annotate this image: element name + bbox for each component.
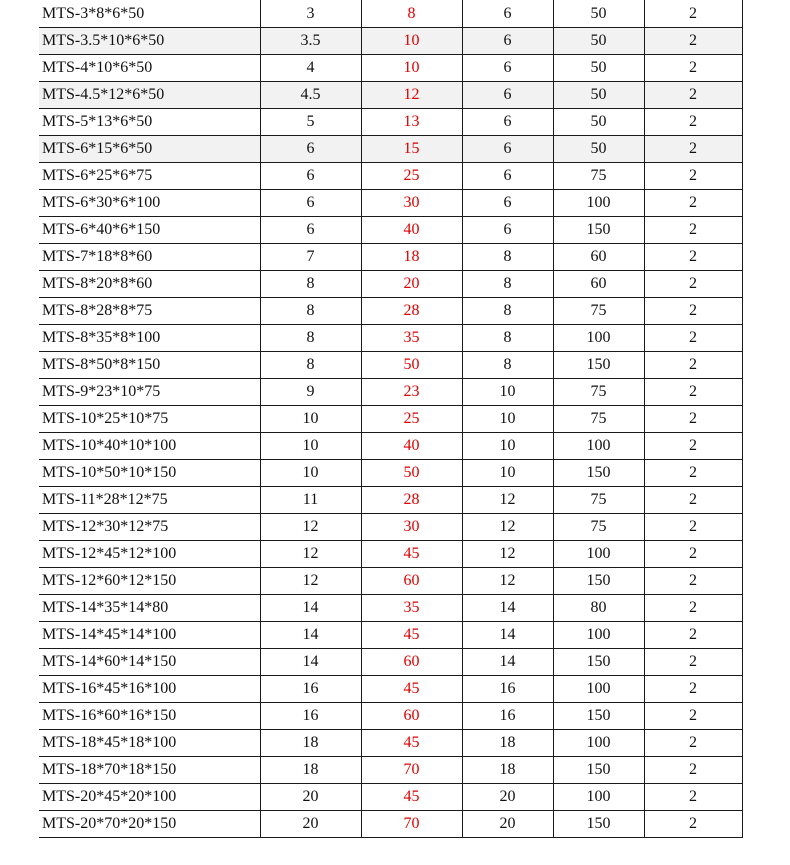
cell-flutes: 2 — [644, 729, 742, 756]
cell-overall-length: 80 — [553, 594, 644, 621]
cell-shank: 14 — [462, 594, 553, 621]
cell-model: MTS-10*50*10*150 — [39, 459, 260, 486]
cell-cut-length: 40 — [361, 432, 462, 459]
cell-cut-length: 45 — [361, 783, 462, 810]
cell-diameter: 7 — [260, 243, 361, 270]
cell-overall-length: 50 — [553, 54, 644, 81]
table-row — [39, 216, 742, 243]
table-row — [39, 459, 742, 486]
cell-cut-length: 15 — [361, 135, 462, 162]
cell-model: MTS-12*60*12*150 — [39, 567, 260, 594]
table-row — [39, 324, 742, 351]
cell-flutes: 2 — [644, 567, 742, 594]
cell-model: MTS-12*30*12*75 — [39, 513, 260, 540]
table-row — [39, 297, 742, 324]
cell-flutes: 2 — [644, 0, 742, 27]
cell-model: MTS-18*45*18*100 — [39, 729, 260, 756]
table-row — [39, 54, 742, 81]
table-row — [39, 351, 742, 378]
cell-flutes: 2 — [644, 54, 742, 81]
cell-cut-length: 70 — [361, 756, 462, 783]
cell-overall-length: 50 — [553, 108, 644, 135]
cell-shank: 10 — [462, 432, 553, 459]
cell-model: MTS-14*45*14*100 — [39, 621, 260, 648]
cell-shank: 10 — [462, 378, 553, 405]
cell-cut-length: 60 — [361, 648, 462, 675]
cell-flutes: 2 — [644, 621, 742, 648]
table-row — [39, 810, 742, 837]
cell-flutes: 2 — [644, 108, 742, 135]
cell-cut-length: 45 — [361, 540, 462, 567]
cell-diameter: 12 — [260, 513, 361, 540]
cell-shank: 6 — [462, 135, 553, 162]
cell-model: MTS-14*35*14*80 — [39, 594, 260, 621]
cell-cut-length: 8 — [361, 0, 462, 27]
table-row — [39, 27, 742, 54]
cell-diameter: 18 — [260, 729, 361, 756]
cell-model: MTS-8*20*8*60 — [39, 270, 260, 297]
cell-diameter: 14 — [260, 648, 361, 675]
cell-model: MTS-20*45*20*100 — [39, 783, 260, 810]
cell-overall-length: 150 — [553, 567, 644, 594]
cell-diameter: 6 — [260, 216, 361, 243]
table-row — [39, 135, 742, 162]
cell-cut-length: 10 — [361, 54, 462, 81]
cell-diameter: 11 — [260, 486, 361, 513]
cell-overall-length: 150 — [553, 459, 644, 486]
cell-flutes: 2 — [644, 81, 742, 108]
table-row — [39, 486, 742, 513]
cell-model: MTS-10*25*10*75 — [39, 405, 260, 432]
cell-model: MTS-16*60*16*150 — [39, 702, 260, 729]
cell-cut-length: 20 — [361, 270, 462, 297]
cell-cut-length: 13 — [361, 108, 462, 135]
cell-diameter: 10 — [260, 405, 361, 432]
table-row — [39, 594, 742, 621]
table-row — [39, 378, 742, 405]
cell-cut-length: 28 — [361, 297, 462, 324]
cell-model: MTS-20*70*20*150 — [39, 810, 260, 837]
table-row — [39, 729, 742, 756]
cell-model: MTS-10*40*10*100 — [39, 432, 260, 459]
cell-model: MTS-14*60*14*150 — [39, 648, 260, 675]
cell-flutes: 2 — [644, 648, 742, 675]
cell-shank: 12 — [462, 540, 553, 567]
cell-overall-length: 100 — [553, 675, 644, 702]
cell-flutes: 2 — [644, 324, 742, 351]
cell-overall-length: 60 — [553, 243, 644, 270]
cell-cut-length: 35 — [361, 594, 462, 621]
cell-overall-length: 150 — [553, 702, 644, 729]
cell-diameter: 14 — [260, 594, 361, 621]
cell-shank: 6 — [462, 216, 553, 243]
cell-diameter: 3 — [260, 0, 361, 27]
cell-diameter: 20 — [260, 783, 361, 810]
cell-diameter: 3.5 — [260, 27, 361, 54]
table-row — [39, 783, 742, 810]
cell-overall-length: 100 — [553, 729, 644, 756]
cell-shank: 14 — [462, 621, 553, 648]
cell-diameter: 6 — [260, 135, 361, 162]
cell-overall-length: 150 — [553, 216, 644, 243]
table-row — [39, 756, 742, 783]
cell-overall-length: 150 — [553, 756, 644, 783]
cell-cut-length: 40 — [361, 216, 462, 243]
cell-cut-length: 45 — [361, 729, 462, 756]
cell-diameter: 6 — [260, 162, 361, 189]
cell-overall-length: 75 — [553, 162, 644, 189]
cell-model: MTS-3*8*6*50 — [39, 0, 260, 27]
cell-shank: 18 — [462, 729, 553, 756]
table-row — [39, 648, 742, 675]
cell-flutes: 2 — [644, 351, 742, 378]
cell-cut-length: 28 — [361, 486, 462, 513]
table-row — [39, 702, 742, 729]
cell-overall-length: 75 — [553, 405, 644, 432]
cell-cut-length: 30 — [361, 513, 462, 540]
cell-diameter: 10 — [260, 432, 361, 459]
cell-diameter: 4.5 — [260, 81, 361, 108]
cell-flutes: 2 — [644, 513, 742, 540]
cell-model: MTS-11*28*12*75 — [39, 486, 260, 513]
cell-shank: 12 — [462, 567, 553, 594]
cell-cut-length: 30 — [361, 189, 462, 216]
cell-cut-length: 50 — [361, 459, 462, 486]
cell-cut-length: 23 — [361, 378, 462, 405]
cell-shank: 6 — [462, 108, 553, 135]
cell-cut-length: 18 — [361, 243, 462, 270]
cell-model: MTS-12*45*12*100 — [39, 540, 260, 567]
cell-model: MTS-8*35*8*100 — [39, 324, 260, 351]
table-row — [39, 0, 742, 27]
cell-flutes: 2 — [644, 162, 742, 189]
cell-flutes: 2 — [644, 675, 742, 702]
cell-overall-length: 75 — [553, 378, 644, 405]
cell-model: MTS-4*10*6*50 — [39, 54, 260, 81]
cell-shank: 6 — [462, 162, 553, 189]
table-row — [39, 513, 742, 540]
cell-model: MTS-3.5*10*6*50 — [39, 27, 260, 54]
cell-overall-length: 150 — [553, 810, 644, 837]
cell-flutes: 2 — [644, 135, 742, 162]
table-row — [39, 162, 742, 189]
cell-diameter: 8 — [260, 270, 361, 297]
cell-diameter: 14 — [260, 621, 361, 648]
cell-flutes: 2 — [644, 594, 742, 621]
cell-cut-length: 45 — [361, 621, 462, 648]
cell-overall-length: 100 — [553, 621, 644, 648]
cell-model: MTS-4.5*12*6*50 — [39, 81, 260, 108]
cell-shank: 6 — [462, 0, 553, 27]
cell-cut-length: 60 — [361, 702, 462, 729]
cell-overall-length: 150 — [553, 351, 644, 378]
cell-flutes: 2 — [644, 810, 742, 837]
cell-diameter: 12 — [260, 567, 361, 594]
cell-flutes: 2 — [644, 486, 742, 513]
cell-shank: 20 — [462, 810, 553, 837]
cell-overall-length: 75 — [553, 297, 644, 324]
cell-model: MTS-7*18*8*60 — [39, 243, 260, 270]
cell-shank: 8 — [462, 324, 553, 351]
cell-flutes: 2 — [644, 405, 742, 432]
spec-table-container — [39, 0, 742, 838]
table-row — [39, 540, 742, 567]
cell-overall-length: 100 — [553, 783, 644, 810]
cell-flutes: 2 — [644, 216, 742, 243]
cell-overall-length: 100 — [553, 540, 644, 567]
cell-diameter: 8 — [260, 297, 361, 324]
cell-cut-length: 50 — [361, 351, 462, 378]
cell-shank: 16 — [462, 675, 553, 702]
cell-cut-length: 12 — [361, 81, 462, 108]
cell-overall-length: 75 — [553, 486, 644, 513]
cell-overall-length: 100 — [553, 324, 644, 351]
cell-cut-length: 70 — [361, 810, 462, 837]
cell-flutes: 2 — [644, 702, 742, 729]
cell-shank: 10 — [462, 459, 553, 486]
cell-overall-length: 50 — [553, 0, 644, 27]
cell-model: MTS-6*30*6*100 — [39, 189, 260, 216]
table-row — [39, 567, 742, 594]
table-row — [39, 405, 742, 432]
cell-shank: 6 — [462, 27, 553, 54]
cell-shank: 14 — [462, 648, 553, 675]
cell-overall-length: 100 — [553, 189, 644, 216]
spec-table-body — [39, 0, 742, 837]
cell-flutes: 2 — [644, 432, 742, 459]
cell-cut-length: 25 — [361, 162, 462, 189]
cell-cut-length: 60 — [361, 567, 462, 594]
cell-diameter: 10 — [260, 459, 361, 486]
cell-shank: 8 — [462, 297, 553, 324]
cell-shank: 18 — [462, 756, 553, 783]
table-row — [39, 270, 742, 297]
cell-cut-length: 10 — [361, 27, 462, 54]
cell-overall-length: 75 — [553, 513, 644, 540]
cell-model: MTS-9*23*10*75 — [39, 378, 260, 405]
cell-flutes: 2 — [644, 189, 742, 216]
cell-flutes: 2 — [644, 756, 742, 783]
cell-model: MTS-6*15*6*50 — [39, 135, 260, 162]
cell-shank: 6 — [462, 81, 553, 108]
cell-flutes: 2 — [644, 270, 742, 297]
cell-diameter: 20 — [260, 810, 361, 837]
cell-model: MTS-8*28*8*75 — [39, 297, 260, 324]
cell-flutes: 2 — [644, 540, 742, 567]
cell-diameter: 16 — [260, 675, 361, 702]
table-row — [39, 675, 742, 702]
cell-model: MTS-6*40*6*150 — [39, 216, 260, 243]
cell-diameter: 9 — [260, 378, 361, 405]
cell-diameter: 18 — [260, 756, 361, 783]
cell-flutes: 2 — [644, 378, 742, 405]
cell-model: MTS-5*13*6*50 — [39, 108, 260, 135]
cell-flutes: 2 — [644, 243, 742, 270]
table-row — [39, 432, 742, 459]
cell-diameter: 8 — [260, 351, 361, 378]
cell-diameter: 5 — [260, 108, 361, 135]
table-row — [39, 189, 742, 216]
table-row — [39, 243, 742, 270]
cell-diameter: 12 — [260, 540, 361, 567]
cell-shank: 8 — [462, 351, 553, 378]
cell-cut-length: 45 — [361, 675, 462, 702]
cell-diameter: 4 — [260, 54, 361, 81]
cell-shank: 6 — [462, 189, 553, 216]
table-row — [39, 621, 742, 648]
cell-cut-length: 35 — [361, 324, 462, 351]
cell-shank: 8 — [462, 270, 553, 297]
cell-shank: 8 — [462, 243, 553, 270]
cell-cut-length: 25 — [361, 405, 462, 432]
cell-diameter: 6 — [260, 189, 361, 216]
cell-overall-length: 60 — [553, 270, 644, 297]
cell-shank: 12 — [462, 486, 553, 513]
table-row — [39, 81, 742, 108]
cell-shank: 6 — [462, 54, 553, 81]
cell-overall-length: 150 — [553, 648, 644, 675]
cell-overall-length: 100 — [553, 432, 644, 459]
cell-flutes: 2 — [644, 783, 742, 810]
cell-overall-length: 50 — [553, 81, 644, 108]
cell-overall-length: 50 — [553, 135, 644, 162]
cell-model: MTS-18*70*18*150 — [39, 756, 260, 783]
cell-shank: 12 — [462, 513, 553, 540]
cell-flutes: 2 — [644, 27, 742, 54]
cell-diameter: 8 — [260, 324, 361, 351]
cell-diameter: 16 — [260, 702, 361, 729]
cell-model: MTS-6*25*6*75 — [39, 162, 260, 189]
cell-shank: 20 — [462, 783, 553, 810]
cell-shank: 10 — [462, 405, 553, 432]
cell-model: MTS-16*45*16*100 — [39, 675, 260, 702]
cell-flutes: 2 — [644, 459, 742, 486]
cell-flutes: 2 — [644, 297, 742, 324]
cell-model: MTS-8*50*8*150 — [39, 351, 260, 378]
spec-table — [39, 0, 743, 838]
cell-shank: 16 — [462, 702, 553, 729]
cell-overall-length: 50 — [553, 27, 644, 54]
table-row — [39, 108, 742, 135]
